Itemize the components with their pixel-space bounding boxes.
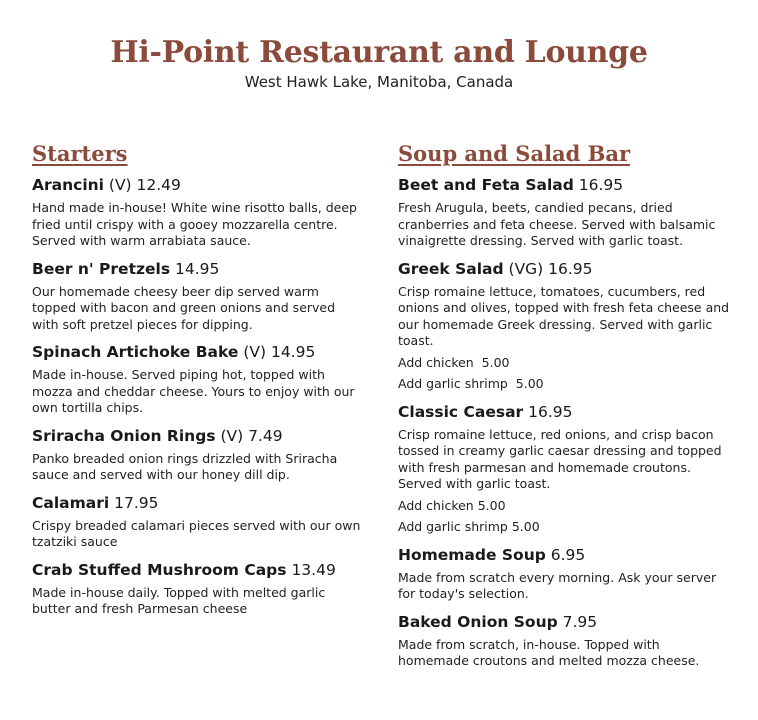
- menu-item-heading: [398, 544, 733, 566]
- menu-item-price: 17.95: [109, 493, 159, 512]
- menu-item-heading: [32, 258, 362, 280]
- menu-header: [0, 34, 758, 92]
- menu-item-diet-tag: (V): [238, 343, 267, 361]
- menu-item-name: Beer n' Pretzels: [32, 259, 171, 278]
- menu-item-heading: [398, 174, 733, 196]
- menu-item-heading: [32, 425, 362, 447]
- menu-item-price: 13.49: [286, 560, 336, 579]
- menu-item-heading: [32, 559, 362, 581]
- menu-item-price: 14.95: [170, 259, 220, 278]
- starters-section: [32, 140, 362, 626]
- menu-item-addon: Add chicken 5.00: [398, 497, 506, 513]
- menu-item-name: Crab Stuffed Mushroom Caps: [32, 560, 287, 579]
- menu-item-diet-tag: (V): [215, 426, 244, 445]
- menu-item-name: Arancini: [32, 176, 104, 194]
- menu-item-heading: [398, 401, 733, 423]
- menu-item-price: 12.49: [131, 176, 181, 194]
- menu-item-name: Beet and Feta Salad: [398, 176, 574, 194]
- menu-item-description: Made in-house. Served piping hot, topped with mozza and cheddar cheese. Yours to enjoy with our own tortilla chips.: [32, 367, 355, 415]
- menu-item-description: Panko breaded onion rings drizzled with Sriracha sauce and served with our honey dill dip.: [32, 450, 338, 482]
- menu-item: [32, 258, 362, 334]
- menu-item-heading: [32, 341, 362, 363]
- menu-item-price: 16.95: [543, 259, 593, 278]
- menu-item-name: Greek Salad: [398, 259, 504, 278]
- menu-item-heading: [32, 492, 362, 514]
- menu-item-price: 16.95: [573, 176, 624, 194]
- menu-item-name: Spinach Artichoke Bake: [32, 343, 239, 361]
- menu-item-addon: Add chicken 5.00: [398, 354, 510, 370]
- menu-item-price: 16.95: [523, 402, 573, 421]
- menu-item: [32, 492, 362, 551]
- section-title-starters: Starters: [32, 141, 128, 166]
- menu-item-description: Made in-house daily. Topped with melted garlic butter and fresh Parmesan cheese: [32, 584, 326, 616]
- menu-item: [32, 341, 362, 417]
- restaurant-title: Hi-Point Restaurant and Lounge: [110, 35, 648, 70]
- menu-item: [32, 174, 362, 250]
- menu-item-heading: [32, 174, 362, 196]
- soup-salad-section: [398, 140, 733, 678]
- menu-item-description: Made from scratch every morning. Ask your server for today's selection.: [398, 569, 717, 601]
- menu-item-description: Hand made in-house! White wine risotto balls, deep fried until crispy with a gooey mozzarella centre. Served with warm arrabiata sauce.: [32, 200, 357, 248]
- menu-item-price: 6.95: [545, 545, 586, 564]
- menu-item-addon: Add garlic shrimp 5.00: [398, 519, 540, 534]
- menu-item: [32, 425, 362, 484]
- menu-item-description: Crisp romaine lettuce, red onions, and crisp bacon tossed in creamy garlic caesar dressing and topped with fresh parmesan and homemade croutons. Served with garlic toast.: [398, 426, 722, 491]
- menu-item-diet-tag: (V): [103, 176, 132, 194]
- menu-item-addon: Add garlic shrimp 5.00: [398, 376, 544, 391]
- restaurant-location: West Hawk Lake, Manitoba, Canada: [244, 73, 514, 91]
- menu-item-name: Baked Onion Soup: [398, 612, 558, 631]
- menu-item-name: Homemade Soup: [398, 545, 546, 564]
- menu-item-description: Fresh Arugula, beets, candied pecans, dried cranberries and feta cheese. Served with balsamic vinaigrette dressing. Served with garlic toast.: [398, 200, 716, 248]
- menu-item-diet-tag: (VG): [503, 259, 544, 278]
- section-title-soup-salad: Soup and Salad Bar: [398, 141, 631, 166]
- menu-item-price: 7.49: [243, 426, 283, 445]
- menu-item-name: Calamari: [32, 493, 110, 512]
- menu-item-heading: [398, 611, 733, 633]
- menu-item: [398, 401, 733, 536]
- menu-item-description: Made from scratch, in-house. Topped with homemade croutons and melted mozza cheese.: [398, 636, 700, 668]
- menu-item: [32, 559, 362, 618]
- menu-item-price: 14.95: [266, 343, 316, 361]
- menu-item-description: Crisp romaine lettuce, tomatoes, cucumbers, red onions and olives, topped with fresh feta cheese and our homemade Greek dressing. Served with garlic toast.: [398, 283, 730, 348]
- menu-item-name: Sriracha Onion Rings: [32, 426, 216, 445]
- menu-item-price: 7.95: [557, 612, 598, 631]
- starters-list: [32, 174, 362, 618]
- menu-item-name: Classic Caesar: [398, 402, 524, 421]
- menu-item: [398, 174, 733, 250]
- menu-item-description: Our homemade cheesy beer dip served warm topped with bacon and green onions and served with soft pretzel pieces for dipping.: [32, 283, 336, 332]
- soup-salad-list: [398, 174, 733, 670]
- menu-item: [398, 544, 733, 603]
- menu-item: [398, 611, 733, 670]
- menu-item-description: Crispy breaded calamari pieces served with our own tzatziki sauce: [32, 517, 361, 549]
- menu-item-heading: [398, 258, 733, 280]
- menu-item: [398, 258, 733, 393]
